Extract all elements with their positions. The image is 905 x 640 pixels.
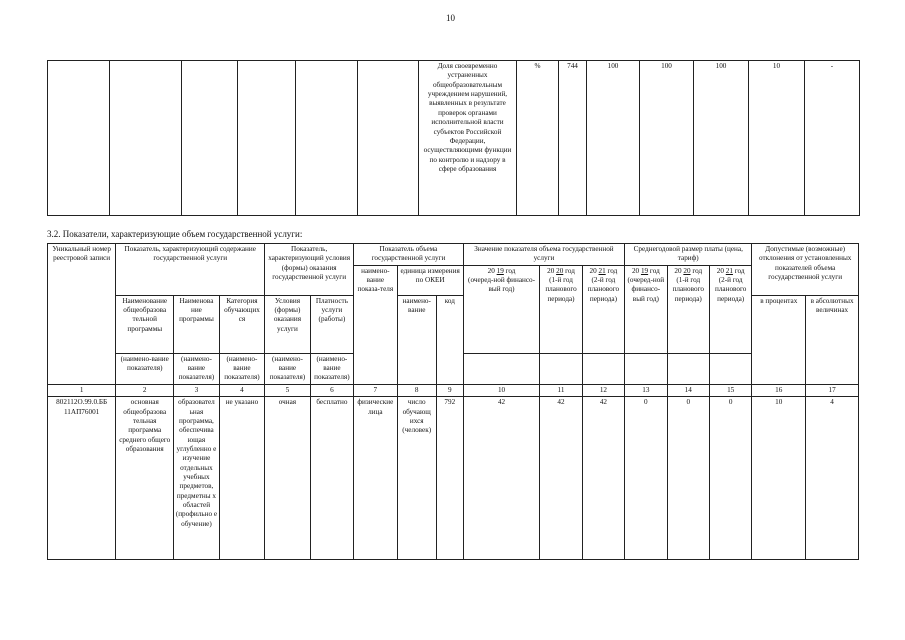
header-y19: 20 19 год (очеред-ной финансо-вый год): [463, 265, 540, 353]
section-heading: 3.2. Показатели, характеризующие объем государственной услуги:: [47, 229, 303, 239]
data-cell: 42: [540, 397, 582, 560]
deviation-pct-cell: 10: [749, 61, 805, 216]
volume-indicators-table: [47, 243, 859, 560]
header-y20: 20 20 год (1-й год планового периода): [540, 265, 582, 353]
header-c3: Категория обучающих ся: [219, 295, 265, 353]
col-num: 8: [397, 384, 436, 396]
header-price: Среднегодовой размер платы (цена, тариф): [625, 244, 752, 266]
col-num: 9: [436, 384, 463, 396]
data-cell: число обучающ ихся (человек): [397, 397, 436, 560]
col-num: 17: [806, 384, 859, 396]
col-num: 2: [116, 384, 174, 396]
empty-cell: [358, 61, 419, 216]
data-cell: 0: [709, 397, 751, 560]
col-num: 1: [48, 384, 116, 396]
col-num: 12: [582, 384, 624, 396]
data-cell: 4: [806, 397, 859, 560]
data-cell: очная: [265, 397, 311, 560]
value-2019-cell: 100: [587, 61, 640, 216]
header-price-y19: 20 19 год (очеред-ной финансо-вый год): [625, 265, 667, 353]
deviation-abs-cell: -: [805, 61, 860, 216]
unit-code-cell: 744: [559, 61, 587, 216]
header-content: Показатель, характеризующий содержание государственной услуги: [116, 244, 265, 296]
col-num: 5: [265, 384, 311, 396]
header-c2-sub: (наимено-вание показателя): [174, 353, 220, 384]
header-volume-value: Значение показателя объема государственной услуги: [463, 244, 624, 266]
header-p20-empty: [667, 353, 709, 384]
header-reg: Уникальный номер реестровой записи: [48, 244, 116, 385]
col-num: 4: [219, 384, 265, 396]
data-cell: основная общеобразова тельная программа среднего общего образования: [116, 397, 174, 560]
header-price-y20: 20 20 год (1-й год планового периода): [667, 265, 709, 353]
page-number: 10: [446, 13, 455, 23]
col-num: 6: [310, 384, 353, 396]
header-c2: Наименова ние программы: [174, 295, 220, 353]
table-row: [48, 397, 859, 560]
header-c1: Наименование общеобразова тельной программы: [116, 295, 174, 353]
col-num: 14: [667, 384, 709, 396]
data-cell: физические лица: [354, 397, 397, 560]
header-unit-code: код: [436, 295, 463, 384]
header-deviation: Допустимые (возможные) отклонения от установленных показателей объема государственной услуги: [752, 244, 859, 296]
header-y19-empty: [463, 353, 540, 384]
empty-cell: [238, 61, 296, 216]
header-dev-pct: в процентах: [752, 295, 806, 384]
data-cell: 792: [436, 397, 463, 560]
col-num: 16: [752, 384, 806, 396]
value-2021-cell: 100: [694, 61, 749, 216]
data-cell: 0: [667, 397, 709, 560]
header-c5: Платность услуги (работы): [310, 295, 353, 353]
col-num: 11: [540, 384, 582, 396]
header-dev-abs: в абсолютных величинах: [806, 295, 859, 384]
header-p19-empty: [625, 353, 667, 384]
header-vol-name: наимено-вание показа-теля: [354, 265, 397, 384]
col-num: 15: [709, 384, 751, 396]
header-c3-sub: (наимено-вание показателя): [219, 353, 265, 384]
data-cell: 42: [582, 397, 624, 560]
data-cell: бесплатно: [310, 397, 353, 560]
header-c4-sub: (наимено-вание показателя): [265, 353, 311, 384]
data-cell: не указано: [219, 397, 265, 560]
indicator-name-cell: Доля своевременно устраненных общеобразовательным учреждением нарушений, выявленных в результате проверок органами исполнительной власти субъектов Российской Федерации, осуществляющими функции по контролю и надзору в сфере образования: [419, 61, 517, 216]
header-price-y21: 20 21 год (2-й год планового периода): [709, 265, 751, 353]
header-c5-sub: (наимено-вание показателя): [310, 353, 353, 384]
empty-cell: [110, 61, 182, 216]
column-number-row: [48, 384, 859, 396]
header-unit-name: наимено-вание: [397, 295, 436, 384]
header-c1-sub: (наимено-вание показателя): [116, 353, 174, 384]
header-y20-empty: [540, 353, 582, 384]
header-volume: Показатель объема государственной услуги: [354, 244, 464, 266]
header-conditions: Показатель, характеризующий условия (формы) оказания государственной услуги: [265, 244, 354, 296]
header-y21: 20 21 год (2-й год планового периода): [582, 265, 624, 353]
col-num: 7: [354, 384, 397, 396]
col-num: 10: [463, 384, 540, 396]
data-cell: 802112О.99.0.ББ 11АП76001: [48, 397, 116, 560]
empty-cell: [182, 61, 238, 216]
header-row-1: [48, 244, 859, 266]
header-y21-empty: [582, 353, 624, 384]
empty-cell: [296, 61, 358, 216]
top-row: [48, 61, 860, 216]
col-num: 3: [174, 384, 220, 396]
header-vol-unit: единица измерения по ОКЕИ: [397, 265, 463, 295]
empty-cell: [48, 61, 110, 216]
data-cell: 10: [752, 397, 806, 560]
col-num: 13: [625, 384, 667, 396]
data-cell: образовател ьная программа, обеспечива ющая углубленно е изучение отдельных учебных предметов, предметны х областей (профильно е обучение): [174, 397, 220, 560]
top-indicator-table: [47, 60, 860, 216]
data-cell: 0: [625, 397, 667, 560]
header-c4: Условия (формы) оказания услуги: [265, 295, 311, 353]
data-cell: 42: [463, 397, 540, 560]
value-2020-cell: 100: [640, 61, 694, 216]
header-p21-empty: [709, 353, 751, 384]
unit-cell: %: [517, 61, 559, 216]
